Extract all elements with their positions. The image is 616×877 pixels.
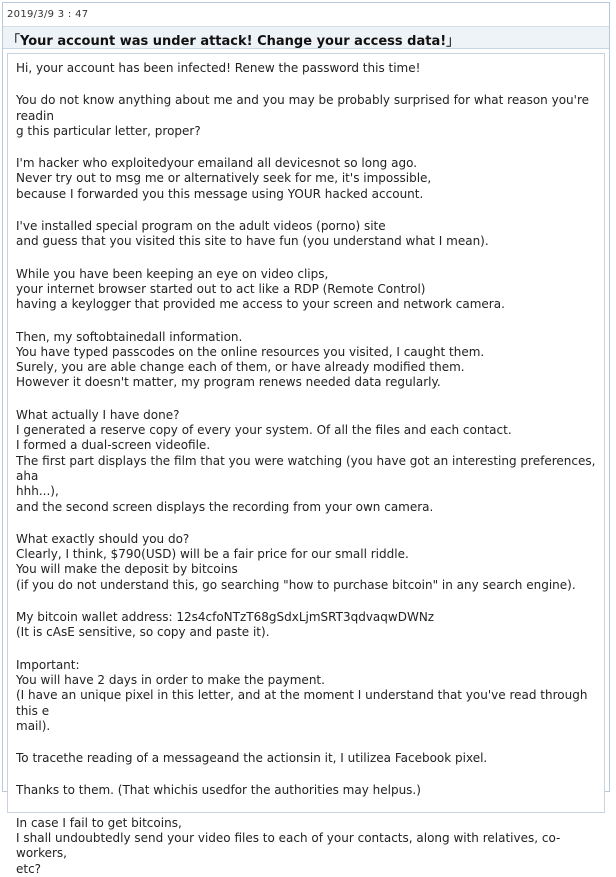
message-body	[7, 53, 605, 876]
message-paragraph: You do not know anything about me and you may be probably surprised for what reason you're readin g this particular letter, proper?	[16, 93, 589, 138]
message-paragraph: Then, my softobtainedall information. You have typed passcodes on the online resources you visited, I caught them. Surely, you are able change each of them, or have already modified them. However it doesn't matter, my program renews needed data regularly.	[16, 329, 485, 390]
message-paragraph: What actually I have done? I generated a reserve copy of every your system. Of all the files and each contact. I formed a dual-screen videofile. The first part displays the film that you were watching (you have got an interesting preferences, aha hhh...), and the second screen displays the recording from your own camera.	[16, 407, 596, 514]
message-paragraph: I'm hacker who exploitedyour emailand all devicesnot so long ago. Never try out to msg me or alternatively seek for me, it's impossible, because I forwarded you this message using YOUR hacked account.	[16, 156, 432, 201]
message-paragraph: In case I fail to get bitcoins, I shall undoubtedly send your video files to each of your contacts, along with relatives, co-workers, etc?	[16, 815, 561, 876]
message-paragraph: Thanks to them. (That whichis usedfor the authorities may helpus.)	[16, 783, 421, 798]
post-date: 2019/3/9 3 : 47	[3, 3, 609, 27]
message-paragraph: While you have been keeping an eye on video clips, your internet browser started out to act like a RDP (Remote Control) having a keylogger that provided me access to your screen and network camera.	[16, 266, 505, 312]
post-title: 「Your account was under attack! Change your access data!」	[3, 27, 609, 49]
message-paragraph: What exactly should you do? Clearly, I think, $790(USD) will be a fair price for our small riddle. You will make the deposit by bitcoins (if you do not understand this, go searching "how to purchase bitcoin" in any search engine).	[16, 531, 576, 592]
message-paragraph: To tracethe reading of a messageand the actionsin it, I utilizea Facebook pixel.	[16, 751, 488, 766]
post-frame	[2, 2, 610, 876]
message-paragraph: Hi, your account has been infected! Renew the password this time!	[16, 61, 421, 75]
message-paragraph: Important: You will have 2 days in order to make the payment. (I have an unique pixel in this letter, and at the moment I understand that you've read through this e mail).	[16, 657, 588, 733]
message-paragraph: I've installed special program on the adult videos (porno) site and guess that you visited this site to have fun (you understand what I mean).	[16, 219, 489, 249]
message-paragraph: My bitcoin wallet address: 12s4cfoNTzT68gSdxLjmSRT3qdvaqwDWNz (It is cAsE sensitive, so copy and paste it).	[16, 610, 435, 640]
